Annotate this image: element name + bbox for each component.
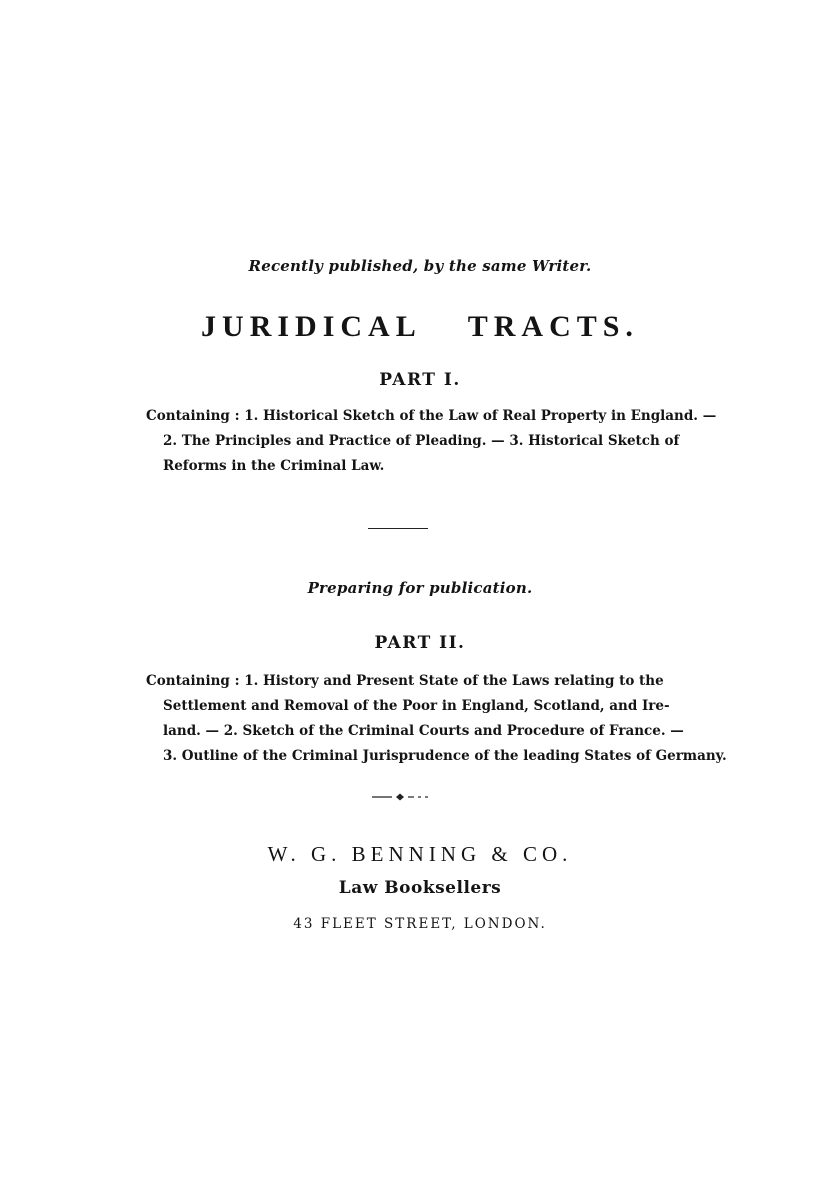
part-2-line-2: Settlement and Removal of the Poor in England, Scotland, and Ire- <box>163 698 670 714</box>
main-title-word-1: JURIDICAL <box>201 310 422 343</box>
section-divider-rule <box>368 528 428 529</box>
part-1-line-3: Reforms in the Criminal Law. <box>163 458 385 474</box>
part-2-line-4: 3. Outline of the Criminal Jurisprudence of the leading States of Germany. <box>163 748 727 764</box>
part-2-heading: PART II. <box>374 633 466 653</box>
publisher-name: W. G. BENNING & CO. <box>267 842 573 866</box>
part-2-contents <box>146 669 727 769</box>
part-1-line-1: Containing : 1. Historical Sketch of the Law of Real Property in England. — <box>146 408 717 424</box>
part-1-contents <box>146 404 717 479</box>
part-1-line-2: 2. The Principles and Practice of Pleading. — 3. Historical Sketch of <box>163 433 680 449</box>
recently-published-note: Recently published, by the same Writer. <box>248 257 592 275</box>
ornament-divider-icon <box>370 793 432 801</box>
publisher-address: 43 FLEET STREET, LONDON. <box>293 916 547 932</box>
part-2-line-1: Containing : 1. History and Present State of the Laws relating to the <box>146 673 664 689</box>
preparing-note: Preparing for publication. <box>307 579 533 597</box>
part-2-line-3: land. — 2. Sketch of the Criminal Courts and Procedure of France. — <box>163 723 684 739</box>
main-title <box>0 310 840 344</box>
main-title-word-2: TRACTS. <box>467 310 639 343</box>
publisher-trade: Law Booksellers <box>338 878 502 898</box>
part-1-heading: PART I. <box>379 370 461 390</box>
